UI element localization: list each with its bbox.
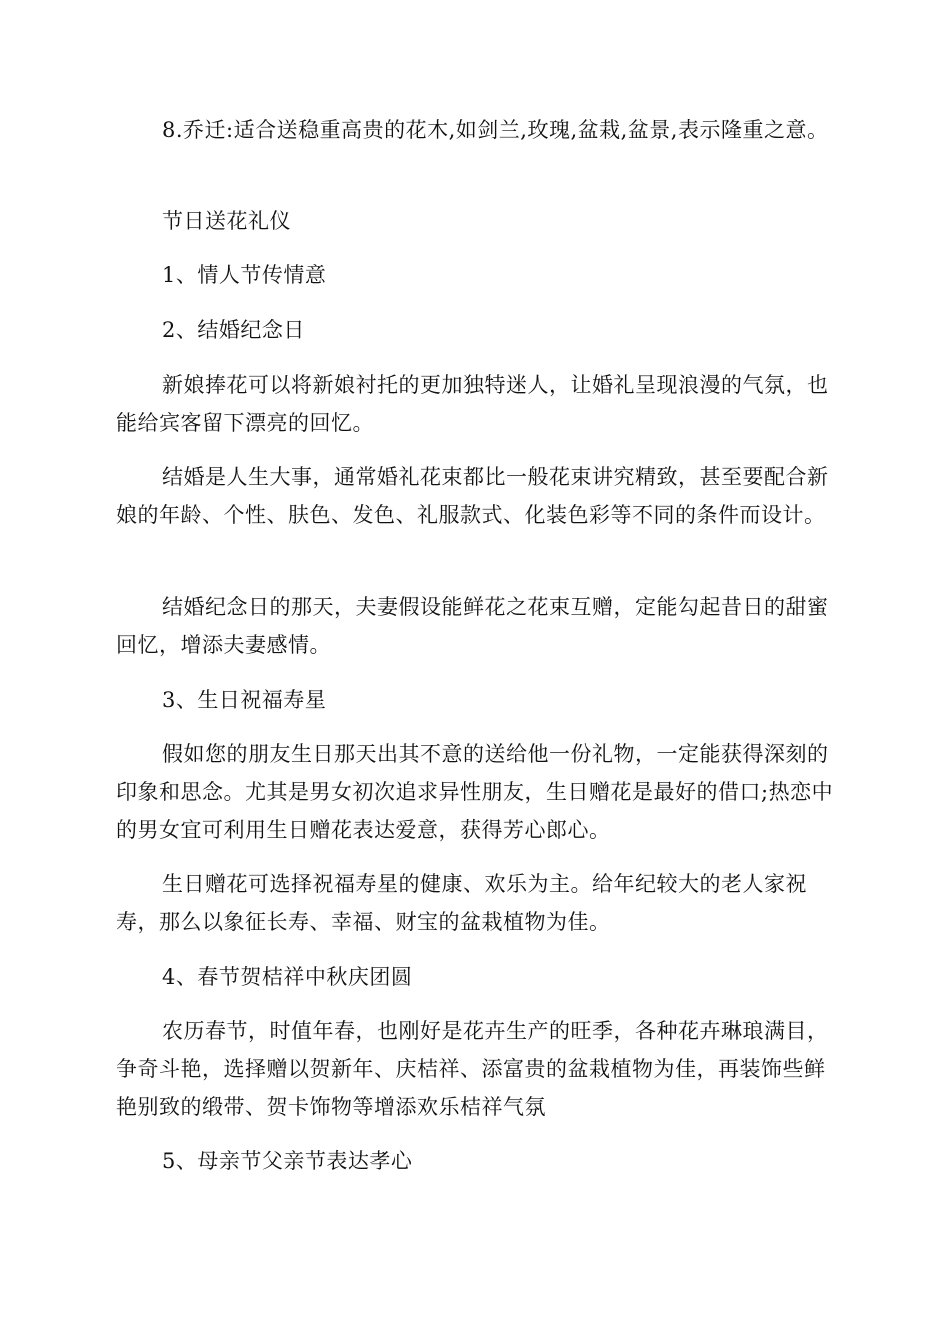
item-heading-anniversary: 2、结婚纪念日 bbox=[162, 318, 305, 342]
item-heading-parents-day: 5、母亲节父亲节表达孝心 bbox=[162, 1149, 413, 1173]
paragraph-birthday-surprise: 假如您的朋友生日那天出其不意的送给他一份礼物，一定能获得深刻的印象和思念。尤其是男女初次追求异性朋友，生日赠花是最好的借口;热恋中的男女宜可利用生日赠花表达爱意，获得芳心郎心。 bbox=[116, 742, 834, 842]
item-heading-birthday: 3、生日祝福寿星 bbox=[162, 688, 327, 712]
paragraph-spring-festival: 农历春节，时值年春，也刚好是花卉生产的旺季，各种花卉琳琅满目，争奇斗艳，选择赠以贺新年、庆桔祥、添富贵的盆栽植物为佳，再装饰些鲜艳别致的缎带、贺卡饰物等增添欢乐桔祥气氛 bbox=[116, 1019, 829, 1119]
paragraph-birthday-flowers: 生日赠花可选择祝福寿星的健康、欢乐为主。给年纪较大的老人家祝寿，那么以象征长寿、幸福、财宝的盆栽植物为佳。 bbox=[116, 872, 807, 934]
item-heading-valentines: 1、情人节传情意 bbox=[162, 263, 327, 287]
section-heading-festival-etiquette: 节日送花礼仪 bbox=[162, 209, 291, 233]
paragraph-anniversary-day: 结婚纪念日的那天，夫妻假设能鲜花之花束互赠，定能勾起昔日的甜蜜回忆，增添夫妻感情。 bbox=[116, 595, 829, 657]
item-heading-spring-festival: 4、春节贺桔祥中秋庆团圆 bbox=[162, 965, 413, 989]
paragraph-moving-gift: 8.乔迁:适合送稳重高贵的花木,如剑兰,玫瑰,盆栽,盆景,表示隆重之意。 bbox=[162, 118, 829, 142]
paragraph-wedding-bouquet: 结婚是人生大事，通常婚礼花束都比一般花束讲究精致，甚至要配合新娘的年龄、个性、肤色、发色、礼服款式、化装色彩等不同的条件而设计。 bbox=[116, 465, 829, 527]
paragraph-bridal-bouquet: 新娘捧花可以将新娘衬托的更加独特迷人，让婚礼呈现浪漫的气氛，也能给宾客留下漂亮的回忆。 bbox=[116, 373, 829, 435]
